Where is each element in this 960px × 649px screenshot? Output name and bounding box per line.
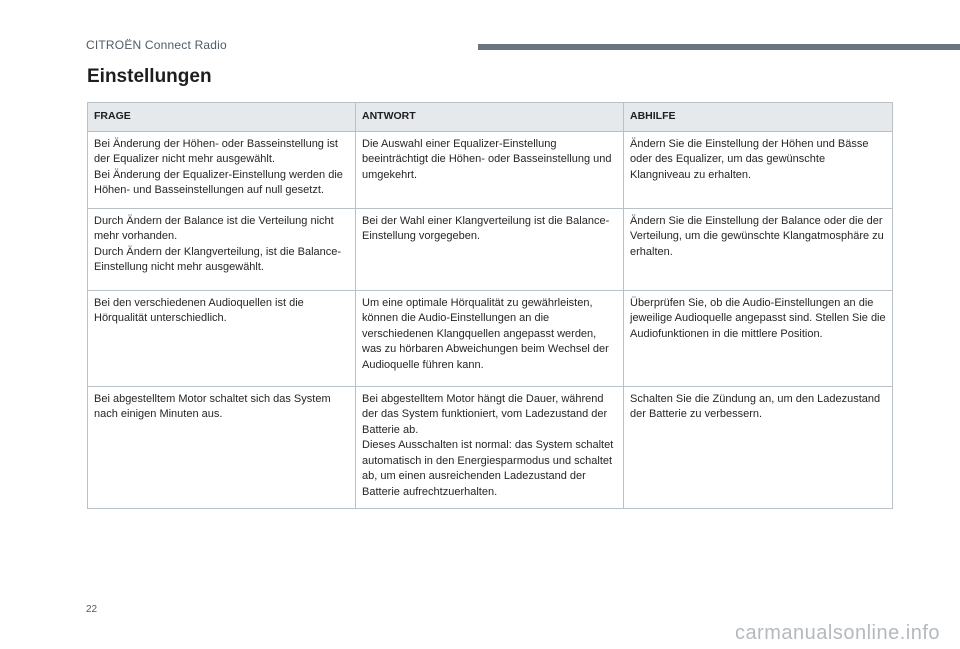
remedy-cell [624,386,893,509]
answer-text: Um eine optimale Hörqualität zu gewährleisten, können die Audio-Einstellungen an die verschiedenen Klangquellen angepasst werden, was zu hörbaren Abweichungen beim Wechsel der Audioquelle führen kann. [362,296,612,371]
page-number: 22 [86,604,98,615]
table-row [88,290,893,386]
header-accent-bar [478,44,960,50]
question-text: Bei Änderung der Höhen- oder Basseinstellung ist der Equalizer nicht mehr ausgewählt. Bei Änderung der Equalizer-Einstellung werden die Höhen- und Basseinstellungen auf null gesetzt. [94,137,343,196]
remedy-text: Schalten Sie die Zündung an, um den Ladezustand der Batterie zu verbessern. [630,392,884,420]
answer-cell [356,386,624,509]
answer-text: Die Auswahl einer Equalizer-Einstellung beeinträchtigt die Höhen- oder Basseinstellung und umgekehrt. [362,137,615,181]
table-row [88,208,893,290]
answer-cell [356,208,624,290]
question-cell [88,208,356,290]
question-cell [88,131,356,208]
remedy-cell [624,208,893,290]
answer-cell [356,290,624,386]
remedy-text: Ändern Sie die Einstellung der Höhen und Bässe oder des Equalizer, um das gewünschte Klangniveau zu erhalten. [630,137,872,181]
remedy-text: Überprüfen Sie, ob die Audio-Einstellungen an die jeweilige Audioquelle angepasst sind. Stellen Sie die Audiofunktionen in die mittlere Position. [630,296,889,340]
answer-text: Bei abgestelltem Motor hängt die Dauer, während der das System funktioniert, vom Ladezustand der Batterie ab. Dieses Ausschalten ist normal: das System schaltet automatisch in den Energiesparmodus und schaltet ab, um einen ausreichenden Ladezustand der Batterie aufrechtzuerhalten. [362,392,614,498]
column-header-question: FRAGE [88,103,356,132]
remedy-cell [624,290,893,386]
troubleshooting-table [87,102,893,509]
answer-text: Bei der Wahl einer Klangverteilung ist die Balance-Einstellung vorgegeben. [362,214,610,242]
table-row [88,386,893,509]
question-cell [88,386,356,509]
remedy-text: Ändern Sie die Einstellung der Balance oder die der Verteilung, um die gewünschte Klangatmosphäre zu erhalten. [630,214,887,258]
column-header-answer: ANTWORT [356,103,624,132]
answer-cell [356,131,624,208]
document-header-title: CITROËN Connect Radio [86,38,227,52]
table-header-row [88,103,893,132]
question-text: Bei abgestelltem Motor schaltet sich das System nach einigen Minuten aus. [94,392,334,420]
question-text: Durch Ändern der Balance ist die Verteilung nicht mehr vorhanden. Durch Ändern der Klangverteilung, ist die Balance-Einstellung nicht mehr ausgewählt. [94,214,342,273]
watermark-link[interactable]: carmanualsonline.info [734,622,940,644]
section-title: Einstellungen [87,66,212,87]
question-text: Bei den verschiedenen Audioquellen ist die Hörqualität unterschiedlich. [94,296,307,324]
table-row [88,131,893,208]
remedy-cell [624,131,893,208]
column-header-remedy: ABHILFE [624,103,893,132]
question-cell [88,290,356,386]
